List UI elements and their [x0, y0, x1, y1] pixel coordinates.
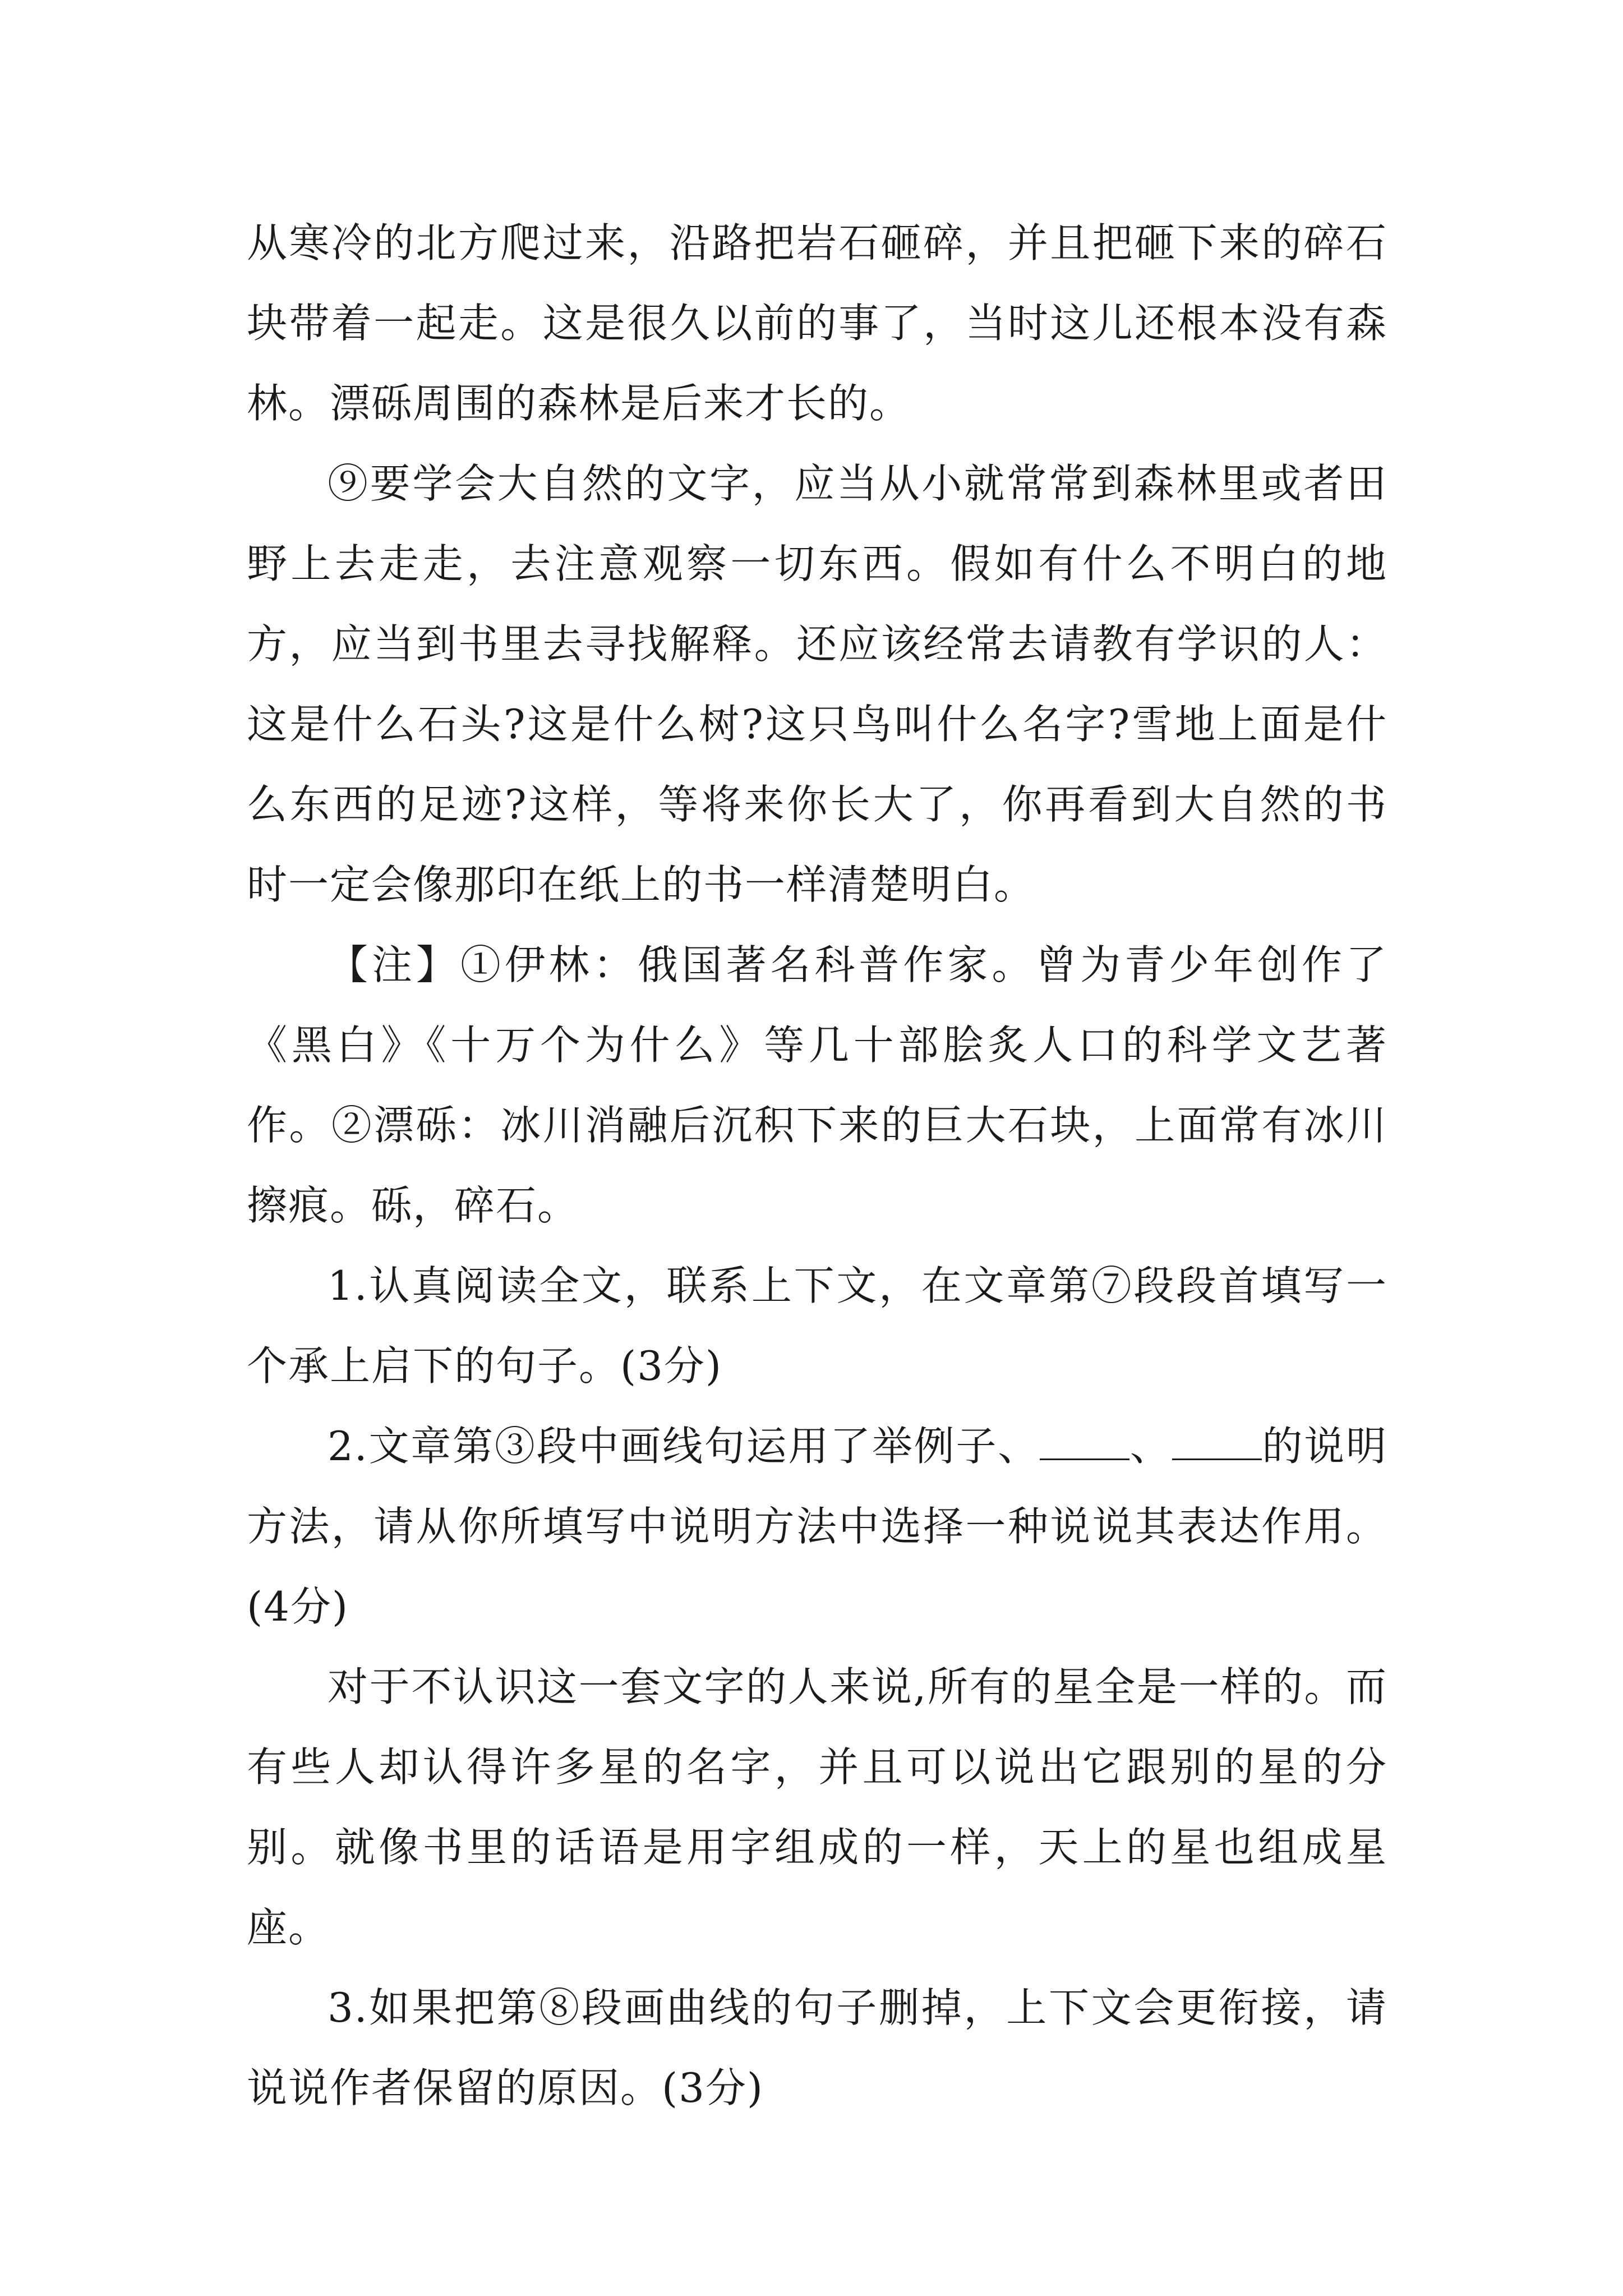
question-2-separator: 、 — [1129, 1423, 1172, 1470]
answer-blank-1[interactable] — [1040, 1425, 1129, 1460]
question-3: 3.如果把第⑧段画曲线的句子删掉，上下文会更衔接，请说说作者保留的原因。(3分) — [247, 1984, 1387, 2111]
answer-blank-2[interactable] — [1172, 1425, 1262, 1460]
question-2-lead: 2.文章第③段中画线句运用了举例子、 — [328, 1423, 1040, 1470]
paragraph-continuation: 从寒冷的北方爬过来，沿路把岩石砸碎，并且把砸下来的碎石块带着一起走。这是很久以前的事了，当时这儿还根本没有森林。漂砾周围的森林是后来才长的。 — [247, 219, 1387, 427]
paragraph-9: ⑨要学会大自然的文字，应当从小就常常到森林里或者田野上去走走，去注意观察一切东西。假如有什么不明白的地方，应当到书里去寻找解释。还应该经常去请教有学识的人：这是什么石头?这是什么树?这只鸟叫什么名字?雪地上面是什么东西的足迹?这样，等将来你长大了，你再看到大自然的书时一定会像那印在纸上的书一样清楚明白。 — [247, 460, 1387, 908]
question-1: 1.认真阅读全文，联系上下文，在文章第⑦段段首填写一个承上启下的句子。(3分) — [247, 1262, 1387, 1389]
quoted-paragraph: 对于不认识这一套文字的人来说,所有的星全是一样的。而有些人却认得许多星的名字，并且可以说出它跟别的星的分别。就像书里的话语是用字组成的一样，天上的星也组成星座。 — [247, 1663, 1387, 1951]
question-2 — [247, 1406, 1387, 1647]
question-2-tail: 的说明方法，请从你所填写中说明方法中选择一种说说其表达作用。(4分) — [247, 1423, 1387, 1630]
document-body — [247, 203, 1387, 2128]
footnote-paragraph: 【注】①伊林：俄国著名科普作家。曾为青少年创作了《黑白》《十万个为什么》等几十部脍炙人口的科学文艺著作。②漂砾：冰川消融后沉积下来的巨大石块，上面常有冰川擦痕。砾，碎石。 — [247, 941, 1387, 1229]
